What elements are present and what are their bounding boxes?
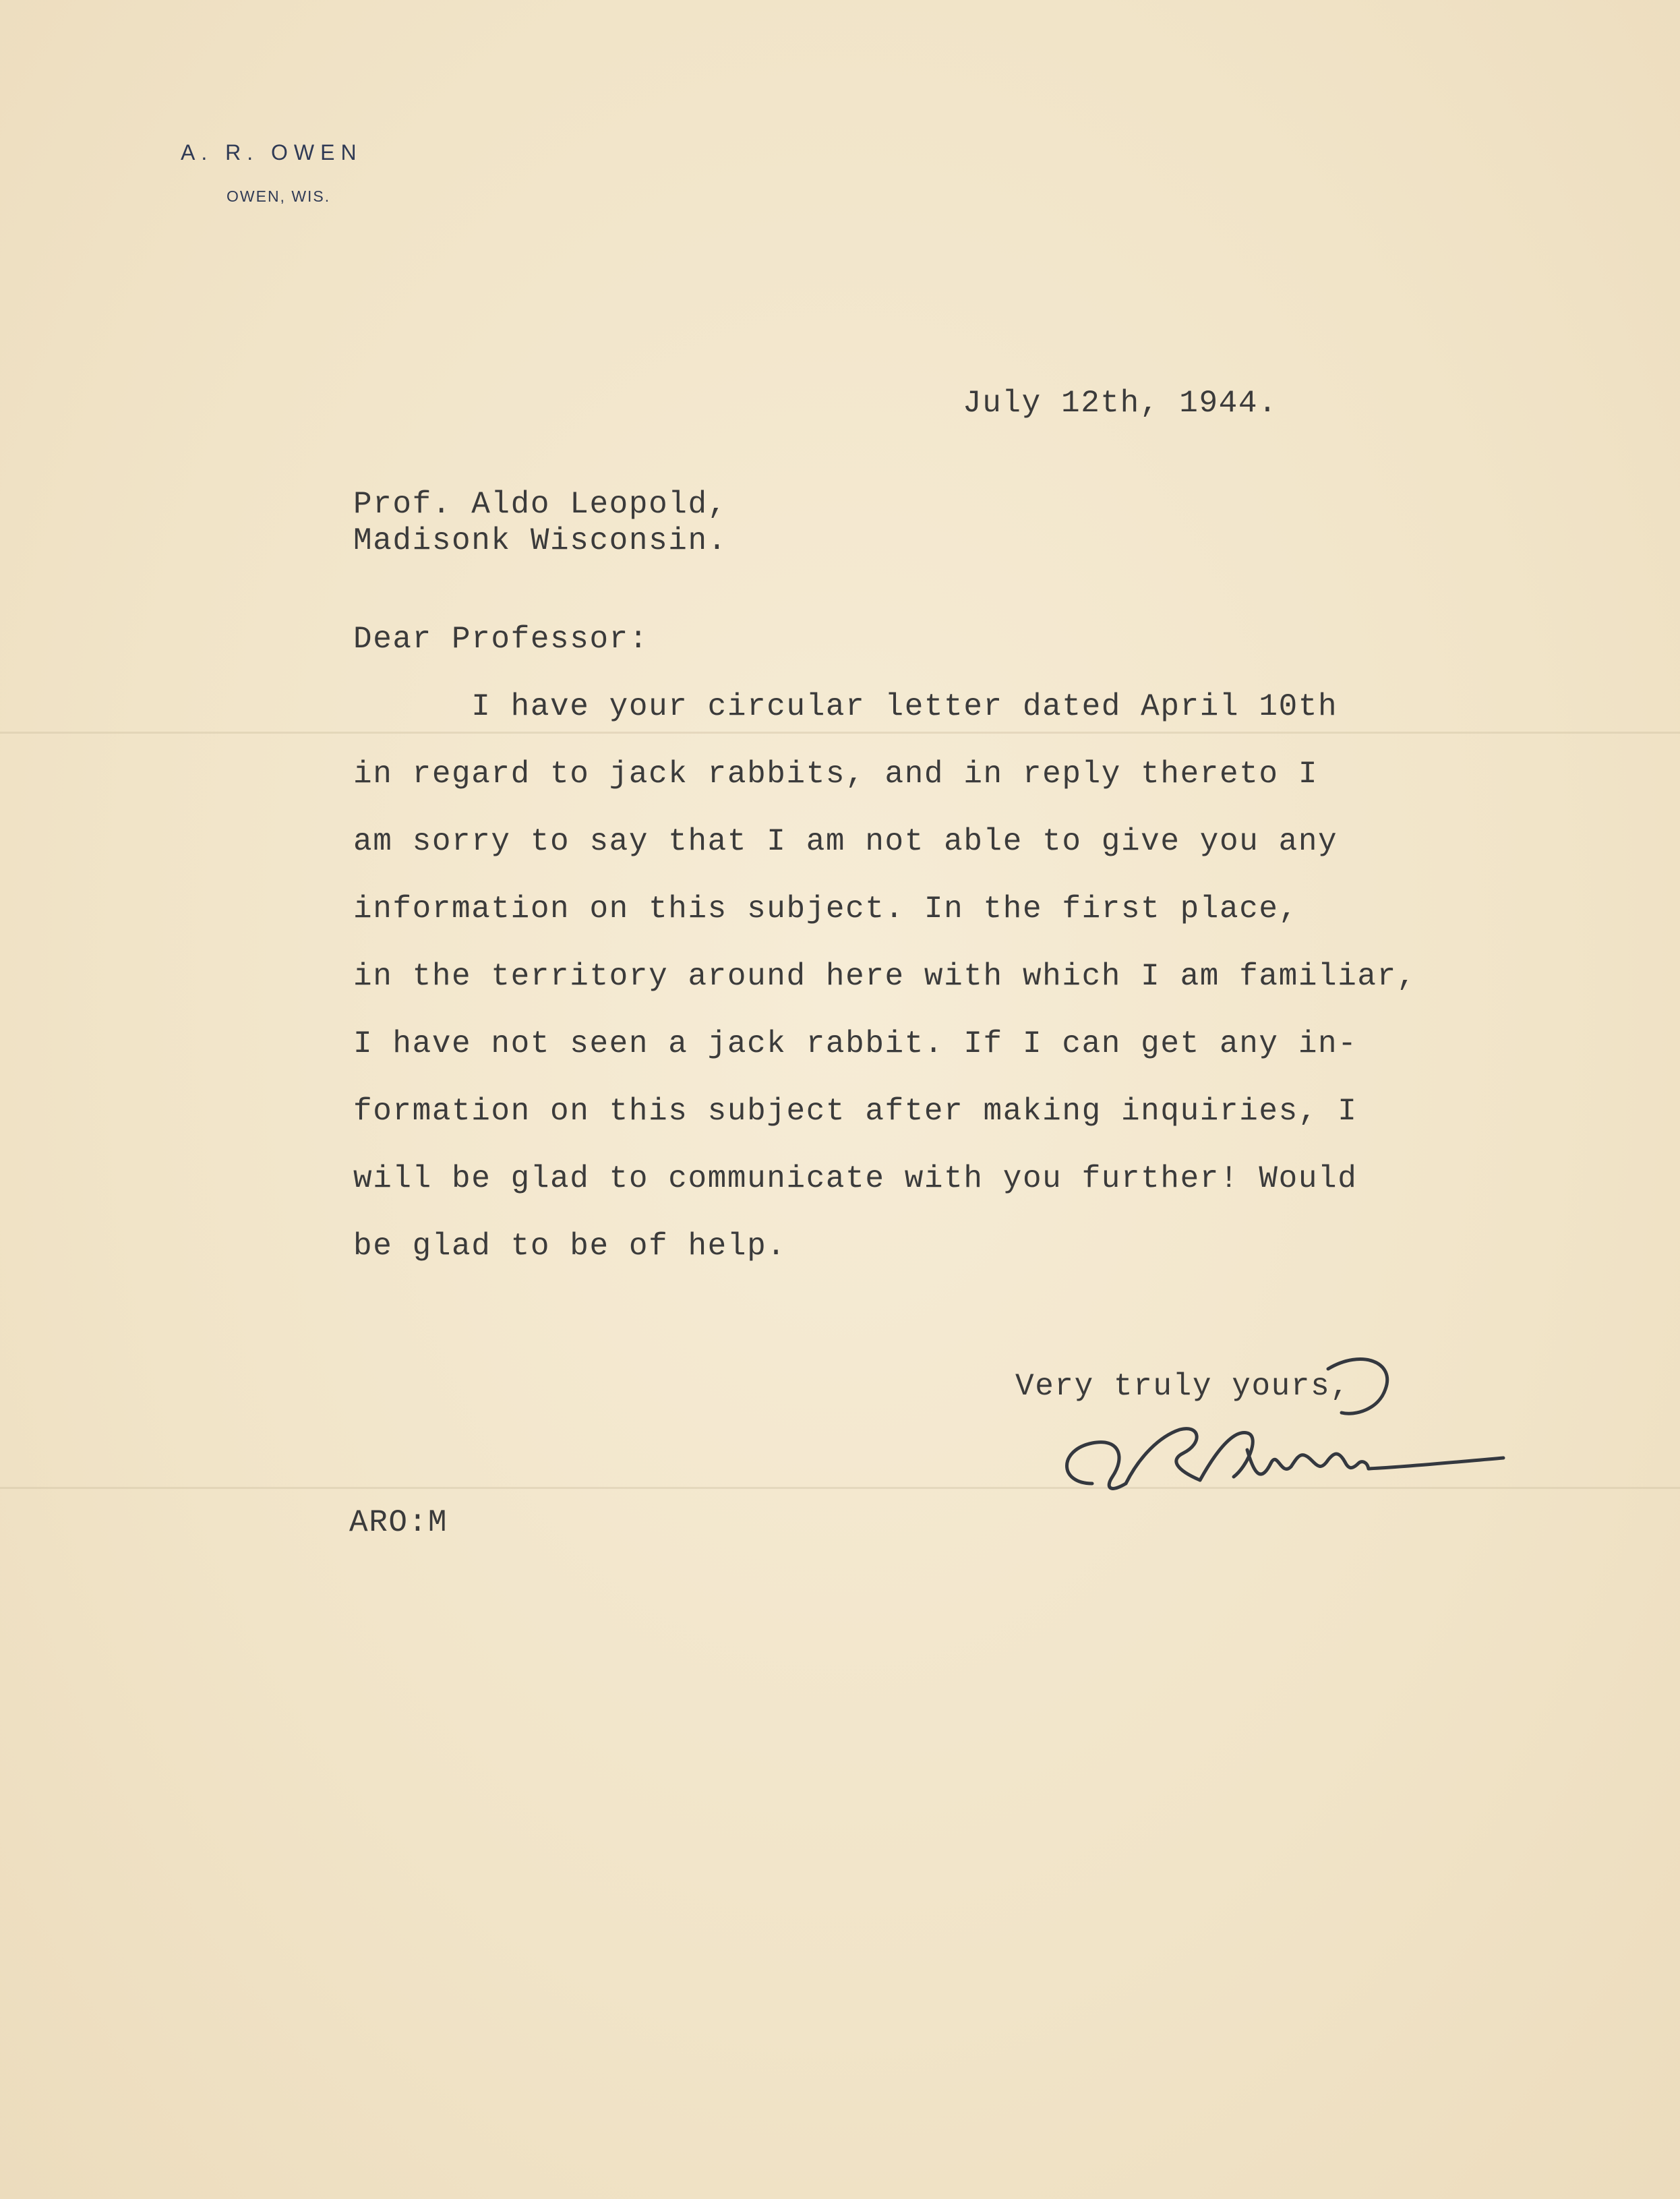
letter-date: July 12th, 1944. bbox=[963, 386, 1278, 421]
body-line: am sorry to say that I am not able to give you any bbox=[353, 824, 1338, 859]
closing: Very truly yours, bbox=[1015, 1369, 1350, 1404]
handwritten-signature bbox=[1045, 1349, 1517, 1511]
body-line: in the territory around here with which I am familiar, bbox=[353, 959, 1417, 994]
body-line: be glad to be of help. bbox=[353, 1229, 787, 1264]
recipient-city: Madisonk Wisconsin. bbox=[353, 523, 727, 558]
body-line: I have not seen a jack rabbit. If I can get any in- bbox=[353, 1026, 1358, 1061]
body-line: in regard to jack rabbits, and in reply thereto I bbox=[353, 757, 1319, 792]
letterhead-name: A. R. OWEN bbox=[181, 140, 363, 165]
reference-initials: ARO:M bbox=[349, 1505, 448, 1540]
body-line: I have your circular letter dated April 10th bbox=[353, 689, 1338, 724]
recipient-name: Prof. Aldo Leopold, bbox=[353, 487, 727, 522]
letterhead-place: OWEN, WIS. bbox=[227, 187, 331, 205]
body-line: information on this subject. In the first place, bbox=[353, 891, 1298, 927]
salutation: Dear Professor: bbox=[353, 622, 649, 657]
body-line: formation on this subject after making inquiries, I bbox=[353, 1094, 1358, 1129]
body-line: will be glad to communicate with you further! Would bbox=[353, 1161, 1358, 1196]
paper-fold-line bbox=[0, 732, 1680, 734]
